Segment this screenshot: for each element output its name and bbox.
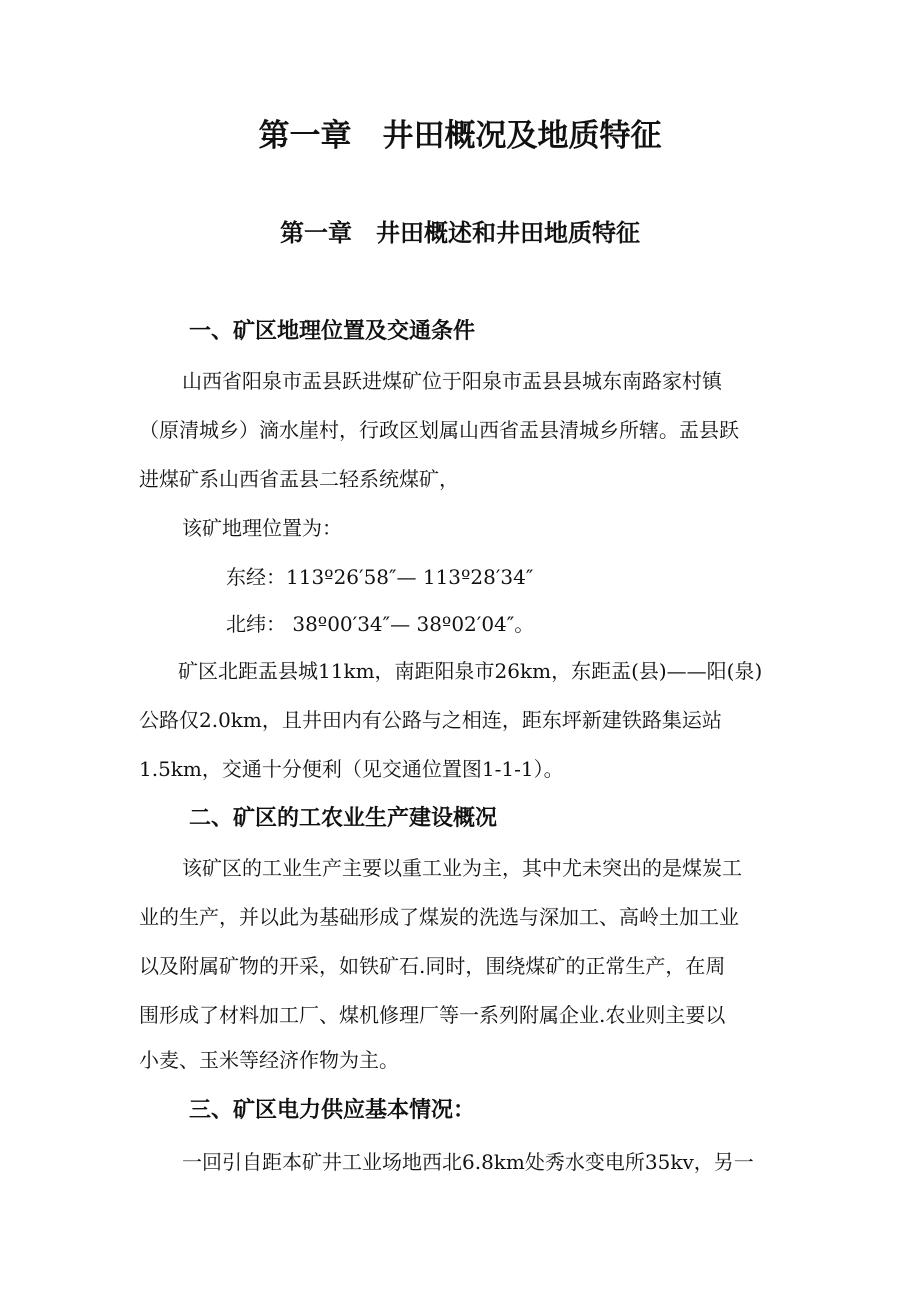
longitude-line: 东经：113º26′58″— 113º28′34″ bbox=[226, 565, 534, 589]
paragraph-line: 进煤矿系山西省盂县二轻系统煤矿， bbox=[139, 467, 459, 491]
latitude-line: 北纬： 38º00′34″— 38º02′04″。 bbox=[226, 612, 535, 636]
paragraph-line: 该矿地理位置为： bbox=[182, 516, 342, 540]
paragraph-line: 以及附属矿物的开采，如铁矿石.同时，围绕煤矿的正常生产，在周 bbox=[139, 954, 726, 978]
section-heading-power: 三、矿区电力供应基本情况： bbox=[189, 1098, 476, 1123]
paragraph-line: 矿区北距盂县城11km，南距阳泉市26km，东距盂(县)——阳(泉) bbox=[178, 659, 763, 683]
paragraph-line: 公路仅2.0km，且井田内有公路与之相连，距东坪新建铁路集运站 bbox=[139, 708, 722, 732]
paragraph-line: 一回引自距本矿井工业场地西北6.8km处秀水变电所35kv，另一 bbox=[182, 1150, 754, 1174]
chapter-title: 第一章 井田概况及地质特征 bbox=[258, 118, 662, 154]
paragraph-line: 围形成了材料加工厂、煤机修理厂等一系列附属企业.农业则主要以 bbox=[139, 1003, 726, 1027]
paragraph-line: 该矿区的工业生产主要以重工业为主，其中尤未突出的是煤炭工 bbox=[182, 856, 742, 880]
paragraph-line: 小麦、玉米等经济作物为主。 bbox=[139, 1048, 399, 1072]
section-heading-industry: 二、矿区的工农业生产建设概况 bbox=[189, 806, 498, 831]
paragraph-line: 业的生产，并以此为基础形成了煤炭的洗选与深加工、高岭土加工业 bbox=[139, 905, 739, 929]
paragraph-line: 1.5km，交通十分便利（见交通位置图1-1-1）。 bbox=[139, 757, 564, 781]
paragraph-line: 山西省阳泉市盂县跃进煤矿位于阳泉市盂县县城东南路家村镇 bbox=[182, 369, 722, 393]
subchapter-title: 第一章 井田概述和井田地质特征 bbox=[280, 219, 640, 247]
paragraph-line: （原清城乡）滴水崖村，行政区划属山西省盂县清城乡所辖。盂县跃 bbox=[139, 418, 739, 442]
section-heading-location: 一、矿区地理位置及交通条件 bbox=[189, 319, 476, 344]
